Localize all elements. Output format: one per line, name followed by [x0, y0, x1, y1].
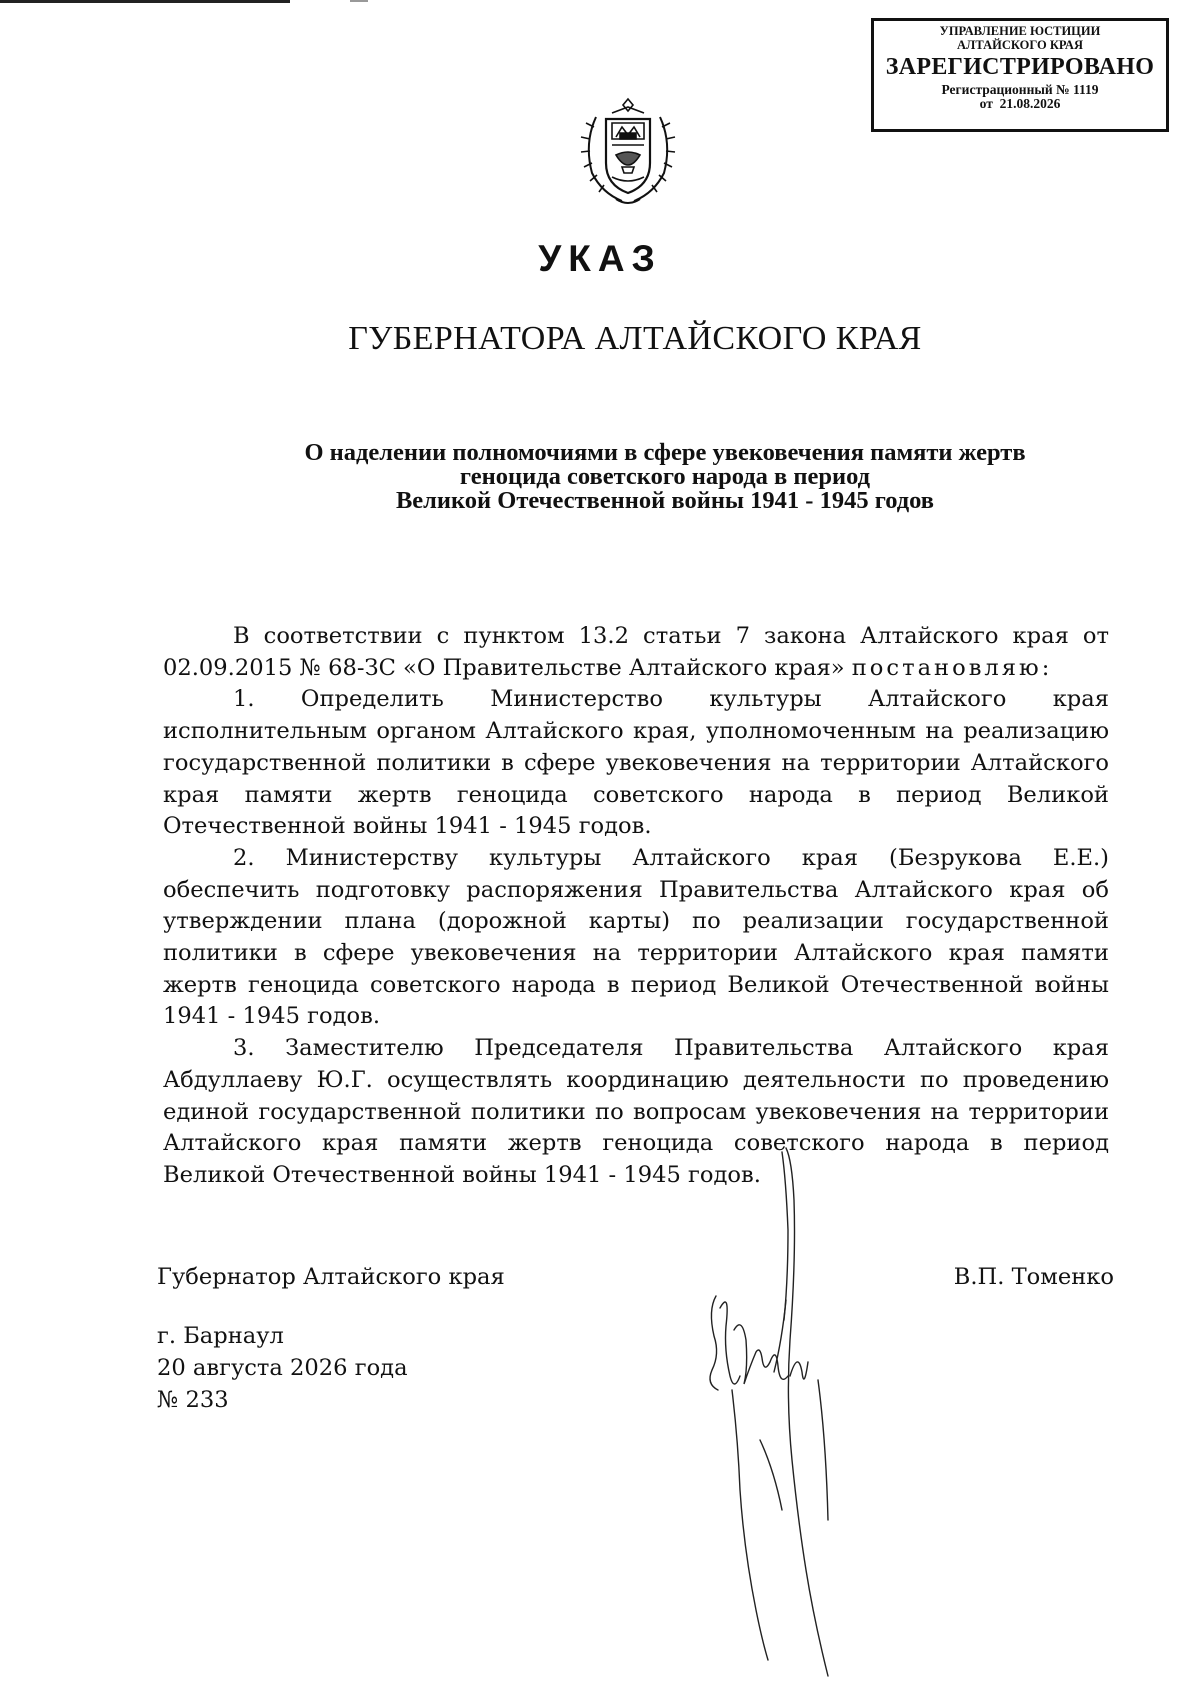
item-3-paragraph: 3. Заместителю Председателя Правительства Алтайского края Абдуллаеву Ю.Г. осуществлять координацию деятельности по проведению единой государственной политики по вопросам увековечения на территории Алтайского края памяти жертв геноцида советского народа в период Великой Отечественной войны 1941 - 1945 годов. — [163, 1035, 1109, 1188]
scan-edge-mark — [350, 0, 368, 2]
document-subject — [150, 441, 1180, 513]
issue-place-block — [157, 1320, 408, 1416]
document-title: УКАЗ — [538, 238, 662, 279]
stamp-org-line1: УПРАВЛЕНИЕ ЮСТИЦИИ — [939, 24, 1101, 38]
registration-stamp — [871, 18, 1169, 132]
preamble-text: В соответствии с пунктом 13.2 статьи 7 закона Алтайского края от 02.09.2015 № 68-ЗС «О Правительстве Алтайского края» — [163, 623, 1109, 681]
stamp-org — [874, 25, 1166, 52]
stamp-reg-number: Регистрационный № 1119 — [941, 81, 1099, 97]
document-body — [163, 621, 1109, 1192]
issue-date: 20 августа 2026 года — [157, 1355, 408, 1381]
subject-line2: геноцида советского народа в период — [459, 463, 871, 490]
item-2-paragraph: 2. Министерству культуры Алтайского края (Безрукова Е.Е.) обеспечить подготовку распоряжения Правительства Алтайского края об утверждении плана (дорожной карты) по реализации государственной политики в сфере увековечения на территории Алтайского края памяти жертв геноцида советского народа в период Великой Отечественной войны 1941 - 1945 годов. — [163, 844, 1109, 1030]
document-subtitle: ГУБЕРНАТОРА АЛТАЙСКОГО КРАЯ — [348, 320, 922, 357]
signatory-role: Губернатор Алтайского края — [157, 1264, 505, 1290]
subject-line3: Великой Отечественной войны 1941 - 1945 годов — [395, 487, 935, 514]
decree-number: № 233 — [157, 1387, 229, 1413]
signatory-name: В.П. Томенко — [953, 1264, 1114, 1290]
stamp-status: ЗАРЕГИСТРИРОВАНО — [885, 54, 1155, 80]
scan-edge-line — [0, 0, 290, 3]
handwritten-signature — [690, 1140, 880, 1680]
subject-line1: О наделении полномочиями в сфере увековечения памяти жертв — [304, 439, 1026, 466]
item-1-paragraph: 1. Определить Министерство культуры Алтайского края исполнительным органом Алтайского края, уполномоченным на реализацию государственной политики в сфере увековечения на территории Алтайского края памяти жертв геноцида советского народа в период Великой Отечественной войны 1941 - 1945 годов. — [163, 686, 1109, 840]
stamp-reg-date: от 21.08.2026 — [979, 96, 1061, 112]
resolve-word: постановляю: — [851, 654, 1053, 681]
stamp-org-line2: АЛТАЙСКОГО КРАЯ — [957, 37, 1083, 52]
altai-krai-coat-of-arms-icon — [572, 93, 684, 209]
preamble-paragraph — [163, 621, 1109, 684]
issue-city: г. Барнаул — [157, 1323, 284, 1349]
